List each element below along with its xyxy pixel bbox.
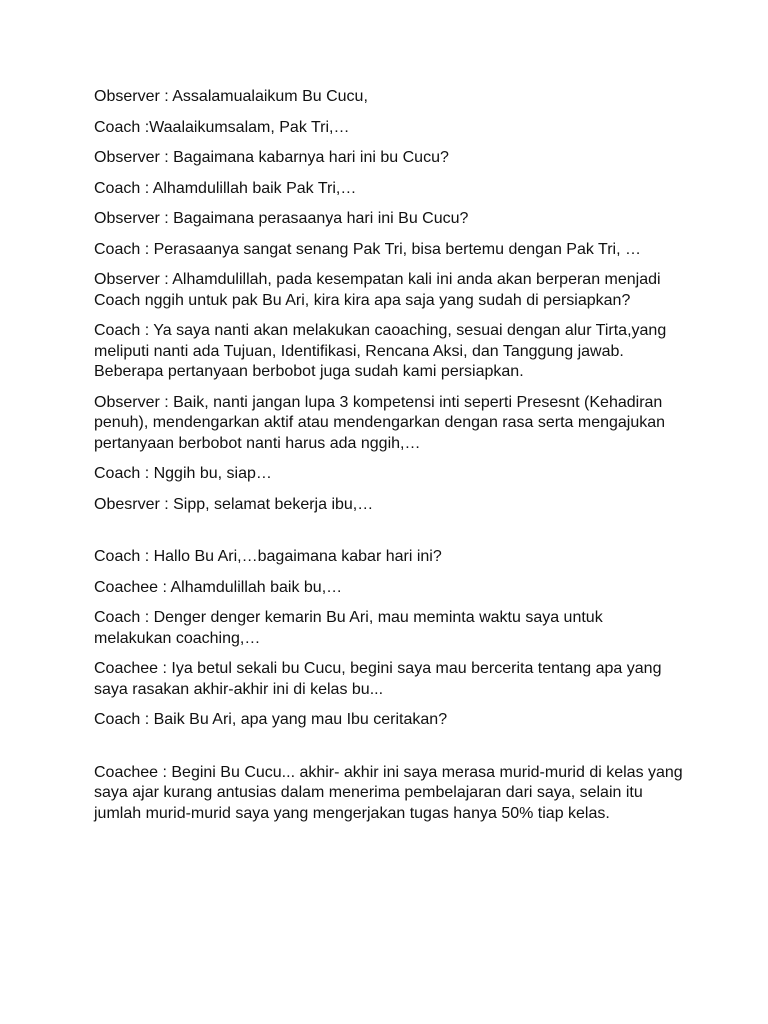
document-body — [94, 87, 684, 834]
paragraph: Coach : Nggih bu, siap… — [94, 465, 272, 482]
paragraph: Coach : Hallo Bu Ari,…bagaimana kabar hari ini? — [94, 548, 442, 565]
paragraph: Coach : Ya saya nanti akan melakukan caoaching, sesuai dengan alur Tirta,yang meliputi nanti ada Tujuan, Identifikasi, Rencana Aksi, dan Tanggung jawab. Beberapa pertanyaan berbobot juga sudah kami persiapkan. — [94, 322, 667, 380]
paragraph: Observer : Alhamdulillah, pada kesempatan kali ini anda akan berperan menjadi Coach nggih untuk pak Bu Ari, kira kira apa saja yang sudah di persiapkan? — [94, 271, 661, 309]
paragraph: Coach : Baik Bu Ari, apa yang mau Ibu ceritakan? — [94, 711, 448, 728]
paragraph: Coachee : Alhamdulillah baik bu,… — [94, 578, 343, 596]
paragraph: Coach : Alhamdulillah baik Pak Tri,… — [94, 179, 357, 197]
paragraph: Obesrver : Sipp, selamat bekerja ibu,… — [94, 495, 374, 513]
paragraph: Observer : Assalamualaikum Bu Cucu, — [94, 88, 368, 105]
paragraph: Coachee : Begini Bu Cucu... akhir- akhir ini saya merasa murid-murid di kelas yang saya ajar kurang antusias dalam menerima pembelajaran dari saya, selain itu jumlah murid-murid saya yang mengerjakan tugas hanya 50% tiap kelas. — [94, 763, 683, 822]
paragraph: Observer : Baik, nanti jangan lupa 3 kompetensi inti seperti Presesnt (Kehadiran penuh), mendengarkan aktif atau mendengarkan dengan rasa serta mengajukan pertanyaan berbobot nanti harus ada nggih,… — [94, 393, 666, 452]
paragraph-spacer — [94, 525, 684, 547]
paragraph: Coachee : Iya betul sekali bu Cucu, begini saya mau bercerita tentang apa yang saya rasakan akhir-akhir ini di kelas bu... — [94, 660, 662, 698]
paragraph: Coach :Waalaikumsalam, Pak Tri,… — [94, 118, 350, 136]
paragraph: Coach : Denger denger kemarin Bu Ari, mau meminta waktu saya untuk melakukan coaching,… — [94, 609, 603, 647]
paragraph: Observer : Bagaimana perasaanya hari ini Bu Cucu? — [94, 210, 469, 227]
paragraph: Coach : Perasaanya sangat senang Pak Tri, bisa bertemu dengan Pak Tri, … — [94, 240, 641, 258]
paragraph-spacer — [94, 741, 684, 763]
paragraph: Observer : Bagaimana kabarnya hari ini bu Cucu? — [94, 149, 449, 166]
